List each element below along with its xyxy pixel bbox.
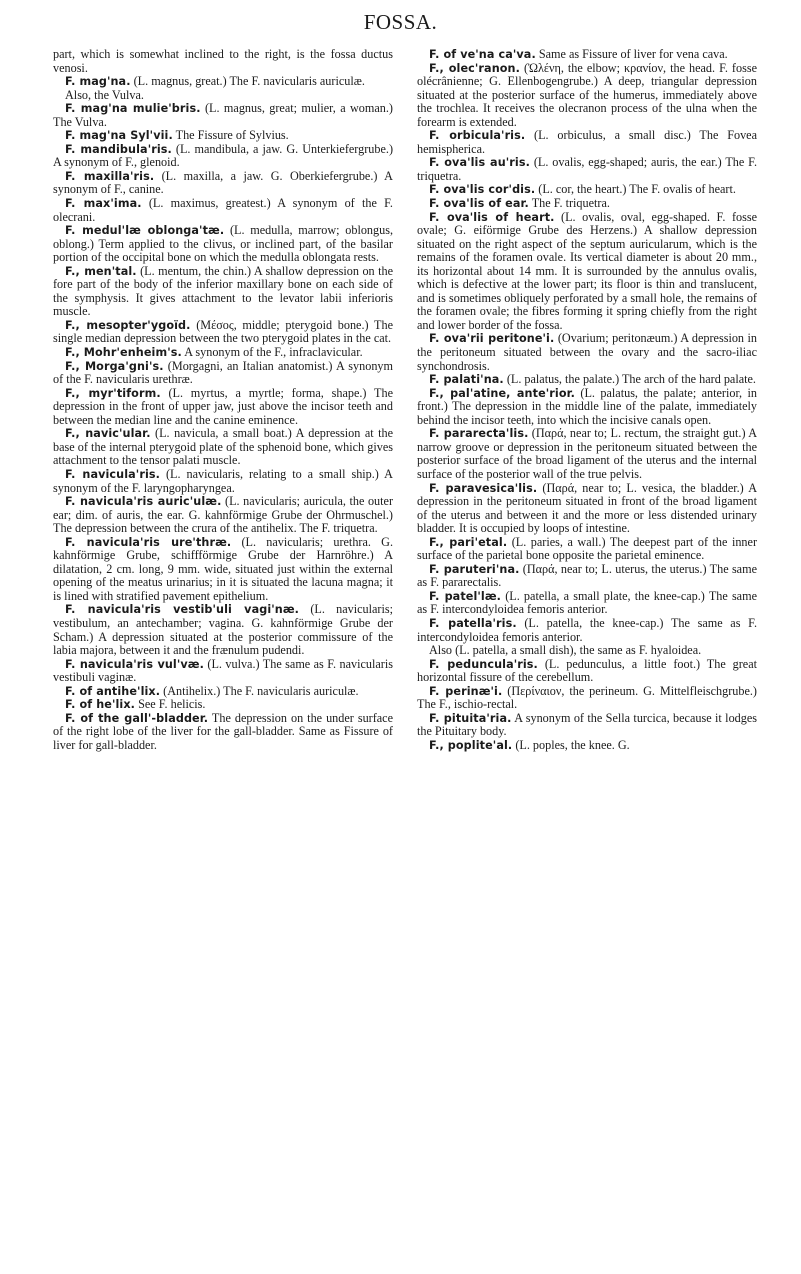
entry-definition: (L. maximus, greatest.) A synonym of the F. olecrani. [53,196,393,224]
entry-headword: F. of ve'na ca'va. [429,48,536,61]
entry-headword: F. navicula'ris vestib'uli vagi'næ. [65,603,300,617]
entry-headword: F., myr'tiform. [65,386,161,400]
entry-definition: (Morgagni, an Italian anatomist.) A synonym of the F. navicularis urethræ. [53,358,393,387]
dictionary-entry [417,563,757,590]
entry-headword: F. orbicula'ris. [429,129,526,143]
dictionary-entry [53,197,393,224]
entry-headword: F. ova'lis of heart. [429,210,555,224]
entry-headword: F., mesopter'ygoïd. [65,318,191,332]
dictionary-entry [53,360,393,387]
entry-definition: (L. maxilla, a jaw. G. Oberkiefergrube.) A synonym of F., canine. [53,168,393,197]
entry-headword: F. navicula'ris. [65,467,160,481]
entry-headword: F., men'tal. [65,264,137,278]
entry-headword: F. patella'ris. [429,616,517,630]
entry-definition: (Περίναιον, the perineum. G. Mittelfleischgrube.) The F., ischio-rectal. [417,683,757,712]
entry-definition: (L. palatus, the palate.) The arch of the hard palate. [503,372,756,387]
entry-definition: Also (L. patella, a small dish), the same as F. hyaloidea. [429,643,702,658]
entry-definition: A synonym of the Sella turcica, because it lodges the Pituitary body. [417,710,757,739]
dictionary-entry [53,427,393,468]
dictionary-entry [53,75,393,89]
dictionary-entry [417,387,757,428]
dictionary-entry [53,170,393,197]
dictionary-entry [53,319,393,346]
entry-headword: F. pararecta'lis. [429,427,529,441]
dictionary-entry [53,495,393,536]
entry-definition: (L. cor, the heart.) The F. ovalis of heart. [535,182,736,197]
entry-definition: (L. palatus, the palate; anterior, in front.) The depression in the middle line of the palate, immediately behind the incisor teeth, into which the incisive canals open. [417,385,757,427]
entry-definition: (Παρά, near to; L. rectum, the straight gut.) A narrow groove or depression in the peritoneum situated between the posterior surface of the broad ligament of the uterus and the internal surface of the posterior wall of the true pelvis. [417,426,757,481]
entry-definition: (L. magnus, great.) The F. navicularis auriculæ. [130,74,365,89]
entry-headword: F. max'ima. [65,197,142,211]
left-column [53,48,393,752]
entry-headword: F. of antihe'lix. [65,684,161,698]
dictionary-entry [417,739,757,753]
entry-headword: F. ova'lis au'ris. [429,156,530,170]
entry-headword: F. perinæ'i. [429,684,503,698]
entry-headword: F. ova'rii peritone'i. [429,332,555,346]
dictionary-entry [53,129,393,143]
entry-definition: (L. patella, a small plate, the knee-cap.) The same as F. intercondyloidea femoris anterior. [417,588,757,617]
entry-definition: (Παρά, near to; L. vesica, the bladder.) A depression in the peritoneum situated in front of the broad ligament of the uterus and between it and the more or less distended urinary bladder. It is occupied by loops of intestine. [417,480,757,536]
entry-definition: (L. navicularis; auricula, the outer ear; dim. of auris, the ear. G. kahnförmige Grube der Ohrmuschel.) The depression between the crura of the antihelix. The F. triquetra. [53,494,393,536]
entry-definition: (Ὠλένη, the elbow; κρανίον, the head. F. fosse olécrânienne; G. Ellenbogengrube.) A deep, triangular depression situated at the posterior surface of the humerus, immediately above the trochlea. It receives the olecranon process of the ulna when the forearm is extended. [417,60,757,129]
entry-headword: F. mag'na. [65,75,131,89]
dictionary-entry [417,156,757,183]
entry-headword: F. ova'lis cor'dis. [429,183,536,197]
entry-headword: F., navic'ular. [65,427,151,441]
dictionary-entry [53,603,393,657]
entry-definition: (L. patella, the knee-cap.) The same as F. intercondyloidea femoris anterior. [417,615,757,644]
dictionary-entry [417,536,757,563]
entry-definition: (L. medulla, marrow; oblongus, oblong.) Term applied to the clivus, or inclined part, of the basilar portion of the occipital bone on which the medulla oblongata rests. [53,223,393,265]
entry-headword: F. patel'læ. [429,589,502,603]
dictionary-entry [417,685,757,712]
dictionary-entry [417,211,757,333]
dictionary-entry [417,482,757,536]
entry-headword: F. medul'læ oblonga'tæ. [65,224,225,238]
dictionary-entry [53,48,393,75]
dictionary-entry [53,346,393,360]
dictionary-entry [53,89,393,103]
entry-headword: F. paruteri'na. [429,562,520,576]
entry-headword: F., Mohr'enheim's. [65,346,182,360]
dictionary-entry [53,143,393,170]
dictionary-entry [53,712,393,753]
entry-definition: (L. navicula, a small boat.) A depression at the base of the internal pterygoid plate of the sphenoid bone, which gives attachment to the tensor palati muscle. [53,426,394,468]
entry-headword: F. navicula'ris ure'thræ. [65,535,232,549]
dictionary-entry [53,265,393,319]
entry-definition: Same as Fissure of liver for vena cava. [535,47,728,61]
entry-definition: part, which is somewhat inclined to the right, is the fossa ductus venosi. [53,47,393,75]
entry-definition: (L. orbiculus, a small disc.) The Fovea hemispherica. [417,128,757,156]
entry-headword: F., pari'etal. [429,535,508,549]
dictionary-entry [417,183,757,197]
dictionary-entry [417,197,757,211]
dictionary-entry [53,387,393,428]
dictionary-entry [53,658,393,685]
entry-definition: Also, the Vulva. [65,87,144,102]
entry-headword: F. maxilla'ris. [65,169,155,183]
entry-definition: (L. mandibula, a jaw. G. Unterkiefergrube.) A synonym of F., glenoid. [53,141,394,170]
entry-headword: F. of the gall'-bladder. [65,711,209,725]
entry-definition: (L. vulva.) The same as F. navicularis vestibuli vaginæ. [53,656,393,685]
dictionary-entry [417,644,757,658]
dictionary-entry [417,712,757,739]
entry-definition: A synonym of the F., infraclavicular. [181,345,363,360]
entry-headword: F. navicula'ris vul'væ. [65,657,204,671]
entry-definition: The Fissure of Sylvius. [172,128,289,143]
dictionary-entry [417,129,757,156]
entry-headword: F. of he'lix. [65,698,136,712]
dictionary-entry [417,590,757,617]
entry-definition: (L. mentum, the chin.) A shallow depression on the fore part of the body of the inferior maxillary bone on each side of the symphysis. It gives attachment to the levator labii inferioris muscle. [53,263,393,319]
entry-headword: F. navicula'ris auric'ulæ. [65,495,222,509]
entry-definition: (L. pedunculus, a little foot.) The great horizontal fissure of the cerebellum. [417,656,757,685]
dictionary-entry [417,332,757,373]
page-header: FOSSA. [363,10,438,34]
dictionary-entry [417,427,757,481]
entry-definition: The F. triquetra. [528,196,610,211]
entry-definition: (L. myrtus, a myrtle; forma, shape.) The depression in the front of upper jaw, just above the incisor teeth and between the median line and the canine eminence. [53,385,393,427]
entry-headword: F. palati'na. [429,373,504,387]
entry-headword: F., poplite'al. [429,738,513,752]
entry-definition: (Ovarium; peritonæum.) A depression in the peritoneum situated between the ovary and the sacro-iliac synchondrosis. [417,331,758,373]
entry-definition: (Antihelix.) The F. navicularis auriculæ. [160,683,359,698]
entry-headword: F. peduncula'ris. [429,657,538,671]
dictionary-entry [53,468,393,495]
entry-definition: (L. paries, a wall.) The deepest part of the inner surface of the parietal bone opposite the parietal eminence. [417,534,757,563]
dictionary-entry [417,62,757,130]
entry-definition: (L. magnus, great; mulier, a woman.) The Vulva. [53,101,393,129]
entry-definition: (Μέσος, middle; pterygoid bone.) The single median depression between the two pterygoid plates in the cat. [53,317,393,346]
dictionary-entry [417,617,757,644]
entry-definition: The depression on the under surface of the right lobe of the liver for the gall-bladder. Same as Fissure of liver for gall-bladder. [53,710,394,752]
entry-definition: (L. navicularis, relating to a small ship.) A synonym of the F. laryngopharyngea. [53,466,393,495]
entry-definition: (L. navicularis; vestibulum, an antechamber; vagina. G. kahnförmige Grube der Scham.) A depression situated at the posterior commissure of the labia majora, between it and the frænulum pudendi. [53,602,393,658]
entry-definition: (L. poples, the knee. G. [512,737,630,752]
entry-definition: (L. ovalis, oval, egg-shaped. F. fosse ovale; G. eiförmige Grube des Herzens.) A shallow depression situated on the right aspect of the septum auricularum, which is the remains of the foramen ovale. Its vertical diameter is about 20 mm., its horizontal about 14 mm. It is surrounded by the annulus ovalis, which is defective at the lower part; its floor is thin and translucent, and is sometimes obliquely perforated by a small hole, the remains of the foramen ovale; the fibres forming it spring chiefly from the right and lower border of the fossa. [417,209,757,332]
dictionary-entry [53,698,393,712]
entry-definition: See F. helicis. [135,697,206,712]
dictionary-entry [417,658,757,685]
entry-headword: F., pal'atine, ante'rior. [429,386,575,400]
entry-headword: F. ova'lis of ear. [429,197,529,211]
dictionary-entry [53,685,393,699]
entry-definition: (Παρά, near to; L. uterus, the uterus.) The same as F. pararectalis. [417,561,757,590]
dictionary-entry [53,224,393,265]
entry-definition: (L. ovalis, egg-shaped; auris, the ear.) The F. triquetra. [417,155,757,183]
dictionary-entry [417,373,757,387]
right-column [417,48,757,752]
dictionary-entry [53,536,393,604]
dictionary-entry [53,102,393,129]
dictionary-entry [417,48,757,62]
entry-definition: (L. navicularis; urethra. G. kahnförmige Grube, schiffförmige Grube der Harnröhre.) A dilatation, 2 cm. long, 9 mm. wide, situated just within the external opening of the meatus urinarius; in it is situated the lacuna magna; it is lined with stratified pavement epithelium. [53,534,394,603]
entry-headword: F., Morga'gni's. [65,359,164,373]
entry-headword: F., olec'ranon. [429,61,520,75]
entry-headword: F. paravesica'lis. [429,481,538,495]
entry-headword: F. pituita'ria. [429,711,512,725]
entry-headword: F. mag'na Syl'vii. [65,129,173,143]
entry-headword: F. mandibula'ris. [65,142,172,156]
entry-headword: F. mag'na mulie'bris. [65,102,201,116]
